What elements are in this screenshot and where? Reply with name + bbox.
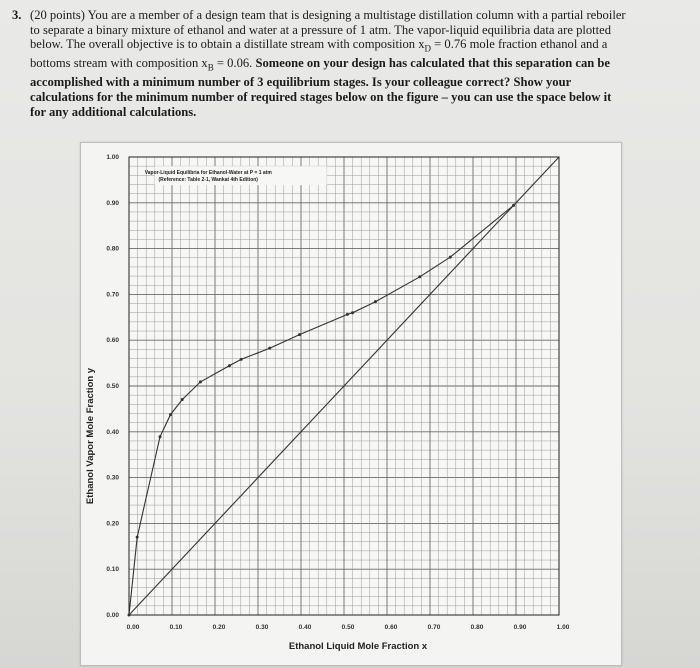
- data-point: [449, 256, 452, 259]
- data-point: [298, 333, 301, 336]
- vle-chart: [81, 143, 621, 665]
- question-line-7: for any additional calculations.: [30, 104, 197, 119]
- data-point: [374, 300, 377, 303]
- question-line-1: (20 points) You are a member of a design team that is designing a multistage distillation column with a partial reboiler: [30, 8, 626, 22]
- chart-title: Vapor-Liquid Equilibria for Ethanol-Water at P = 1 atm: [144, 170, 272, 177]
- data-point: [136, 536, 139, 539]
- y-tick-label: 0.20: [106, 520, 119, 528]
- x-tick-label: 0.10: [169, 624, 183, 631]
- x-tick-label: 0.90: [513, 624, 527, 631]
- y-tick-label: 0.40: [106, 428, 119, 436]
- question-line-2: to separate a binary mixture of ethanol and water at a pressure of 1 atm. The vapor-liquid equilibria data are plotted: [30, 22, 612, 37]
- vle-figure: [80, 142, 622, 666]
- x-tick-label: 0.50: [341, 624, 355, 631]
- data-point: [418, 275, 421, 278]
- question-line-6: calculations for the minimum number of required stages below on the figure – you can use the space below it: [30, 90, 612, 104]
- data-point: [181, 398, 184, 401]
- data-point: [268, 347, 271, 350]
- y-tick-label: 0.70: [106, 291, 119, 299]
- data-point: [351, 311, 354, 314]
- y-tick-label: 1.00: [106, 154, 119, 161]
- y-tick-label: 0.80: [106, 245, 119, 253]
- y-tick-label: 0.00: [106, 612, 119, 619]
- question-line-4: bottoms stream with composition $x_B = 0.06$. Someone on your design has calculated that this separation can be: [30, 56, 610, 73]
- x-tick-label: 0.20: [212, 624, 226, 631]
- y-tick-label: 0.50: [106, 383, 119, 390]
- data-point: [228, 364, 231, 367]
- question-line-5: accomplished with a minimum number of 3 equilibrium stages. Is your colleague correct? Show your: [30, 75, 572, 90]
- y-axis-label: Ethanol Vapor Mole Fraction y: [85, 367, 96, 505]
- x-tick-label: 1.00: [556, 624, 570, 631]
- question-text: [30, 8, 694, 119]
- x-tick-label: 0.80: [470, 624, 484, 631]
- y-tick-label: 0.10: [106, 566, 119, 574]
- x-tick-label: 0.40: [298, 624, 312, 631]
- x-axis-label: Ethanol Liquid Mole Fraction x: [288, 641, 428, 652]
- y-tick-label: 0.60: [106, 337, 119, 345]
- data-point: [346, 313, 349, 316]
- x-tick-label: 0.00: [126, 624, 140, 631]
- chart-subtitle: (Reference: Table 2-1, Wankat 4th Edition): [158, 177, 258, 184]
- question-number: 3.: [12, 8, 22, 22]
- x-tick-label: 0.60: [384, 624, 398, 631]
- y-tick-label: 0.30: [106, 474, 119, 482]
- data-point: [169, 413, 172, 416]
- question-line-3: below. The overall objective is to obtain a distillate stream with composition $x_D = 0.76$ mole fraction ethanol and a: [30, 37, 608, 54]
- data-point: [199, 380, 202, 383]
- data-point: [240, 358, 243, 361]
- x-tick-label: 0.30: [255, 624, 269, 631]
- y-tick-label: 0.90: [106, 199, 119, 207]
- data-point: [159, 435, 162, 438]
- x-tick-label: 0.70: [427, 624, 441, 631]
